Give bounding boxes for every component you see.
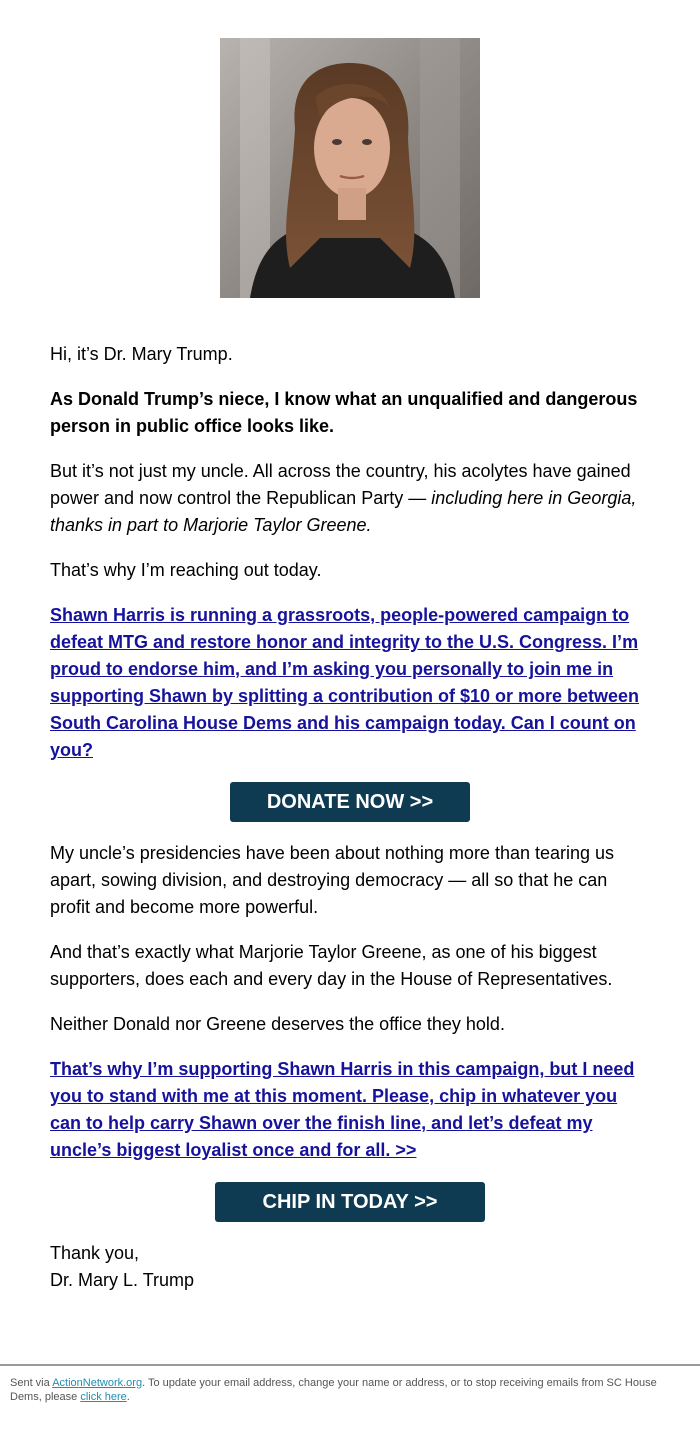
uncle-paragraph-italic: including here in Georgia, thanks in part to Marjorie Taylor Greene. [50,488,637,535]
presidencies-text: My uncle’s presidencies have been about nothing more than tearing us apart, sowing division, and destroying democracy — all so that he can profit and become more powerful. [50,843,615,917]
neither-deserves-text: Neither Donald nor Greene deserves the office they hold. [50,1014,505,1034]
footer-prefix: Sent via [10,1377,53,1389]
mtg-supporter-text: And that’s exactly what Marjorie Taylor Greene, as one of his biggest supporters, does each and every day in the House of Representatives. [50,942,613,989]
donate-now-button[interactable]: DONATE NOW >> [230,782,470,822]
uncle-paragraph [50,458,650,539]
chip-in-link[interactable]: That’s why I’m supporting Shawn Harris in this campaign, but I need you to stand with me at this moment. Please, chip in whatever you can to help carry Shawn over the finish line, and let’s defeat my uncle’s biggest loyalist once and for all. >> [50,1059,635,1160]
bold-intro-text: As Donald Trump’s niece, I know what an unqualified and dangerous person in public office looks like. [50,389,638,436]
signoff-thanks: Thank you, [50,1243,140,1263]
portrait-photo [220,38,480,298]
greeting-text: Hi, it’s Dr. Mary Trump. [50,344,233,364]
signoff-name: Dr. Mary L. Trump [50,1270,195,1290]
endorsement-donate-link[interactable]: Shawn Harris is running a grassroots, people-powered campaign to defeat MTG and restore honor and integrity to the U.S. Congress. I’m proud to endorse him, and I’m asking you personally to join me in supporting Shawn by splitting a contribution of $10 or more between South Carolina House Dems and his campaign today. Can I count on you? [50,605,640,760]
footer-suffix: . [126,1391,130,1403]
email-footer [0,1364,700,1404]
actionnetwork-link[interactable]: ActionNetwork.org [52,1377,143,1389]
donate-button-row [50,782,650,822]
unsubscribe-link[interactable]: click here [80,1391,127,1403]
chip-button-row [50,1182,650,1222]
chip-in-today-button[interactable]: CHIP IN TODAY >> [215,1182,485,1222]
reaching-out-text: That’s why I’m reaching out today. [50,560,322,580]
uncle-paragraph-text: But it’s not just my uncle. All across the country, his acolytes have gained power and now control the Republican Party — [50,461,631,508]
footer-middle: . To update your email address, change your name or address, or to stop receiving emails from SC House Dems, please [10,1377,657,1403]
message-content [50,341,650,1294]
